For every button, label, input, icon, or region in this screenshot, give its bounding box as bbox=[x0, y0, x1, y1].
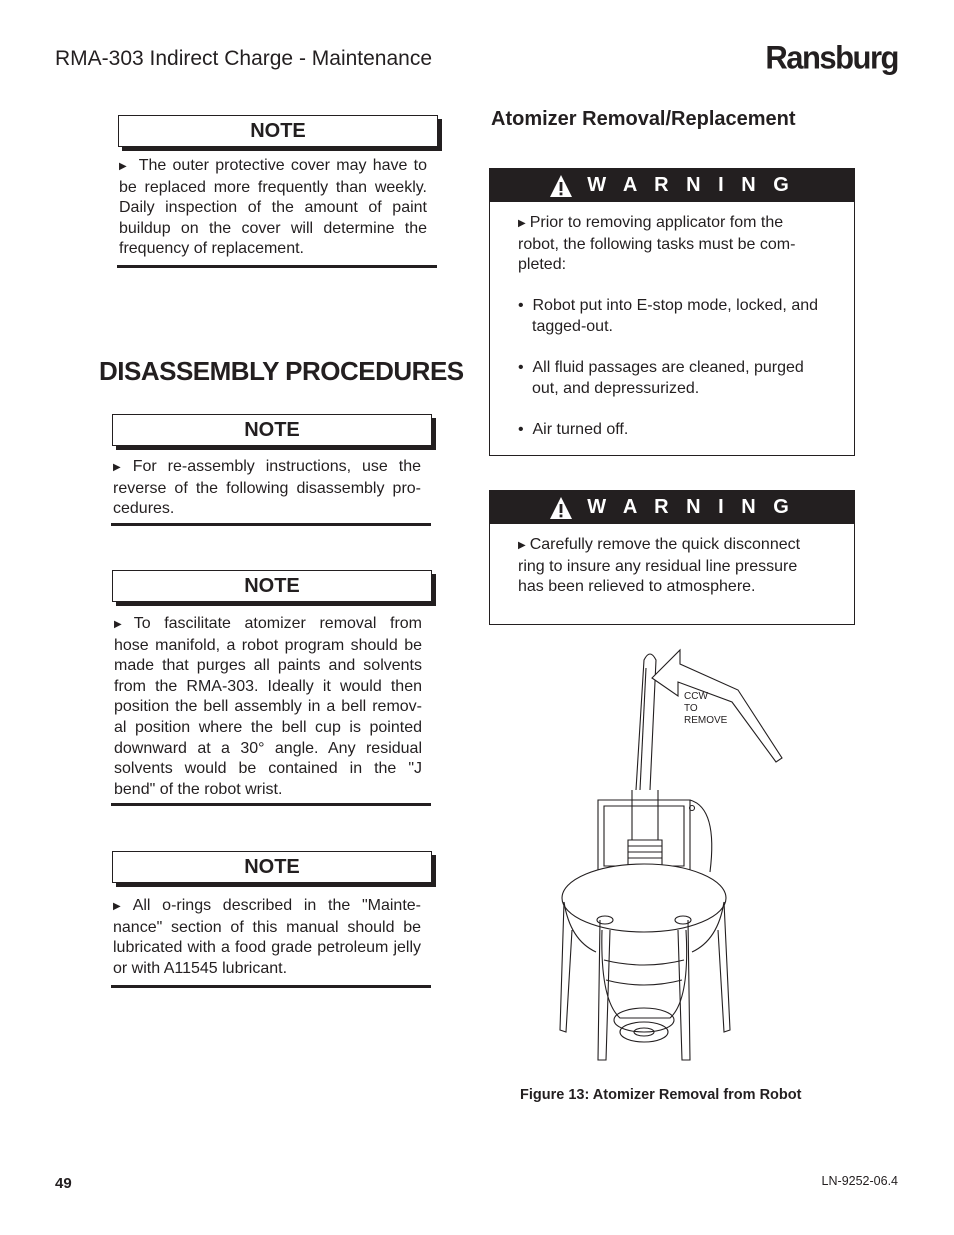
document-number: LN-9252-06.4 bbox=[821, 1174, 898, 1188]
note-body bbox=[113, 896, 421, 979]
warning-box bbox=[489, 490, 855, 625]
brand-logo: Ransburg bbox=[765, 39, 898, 76]
note-text: The outer protective cover may have to be replaced more frequently than weekly. Daily inspection of the amount of paint buildup on the cover will determine the frequency of replacement. bbox=[119, 157, 427, 258]
atomizer-removal-illustration bbox=[540, 640, 800, 1070]
list-item: • Air turned off. bbox=[518, 420, 629, 438]
arrow-icon: ▶ bbox=[114, 619, 122, 630]
note-heading: NOTE bbox=[112, 414, 432, 446]
note-text: To fascilitate atomizer removal from hose manifold, a robot program should be made that purges all paints and solvents from the RMA-303. Ideally it would then position the bell assembly in a bell remov-al position where the bell cup is pointed downward at a 30° angle. Any residual solvents would be contained in the "J bend" of the robot wrist. bbox=[114, 615, 422, 798]
warning-intro: Prior to removing applicator fom the robot, the following tasks must be com-pleted: bbox=[518, 214, 796, 274]
warning-header bbox=[490, 169, 854, 202]
arrow-icon: ▶ bbox=[119, 161, 127, 172]
warning-triangle-icon bbox=[549, 174, 573, 198]
arrow-icon: ▶ bbox=[518, 540, 526, 551]
warning-intro: Carefully remove the quick disconnect ring to insure any residual line pressure has been relieved to atmosphere. bbox=[518, 536, 801, 596]
note-text: All o-rings described in the "Mainte-nance" section of this manual should be lubricated with a food grade petroleum jelly or with A11545 lubricant. bbox=[113, 897, 421, 977]
warning-header bbox=[490, 491, 854, 524]
note-divider bbox=[111, 523, 431, 526]
note-text: For re-assembly instructions, use the reverse of the following disassembly pro-cedures. bbox=[113, 458, 421, 518]
note-divider bbox=[111, 803, 431, 806]
note-divider bbox=[117, 265, 437, 268]
note-divider bbox=[111, 985, 431, 988]
note-body bbox=[119, 156, 427, 260]
callout-text: TO bbox=[684, 703, 698, 714]
subsection-title: Atomizer Removal/Replacement bbox=[491, 108, 796, 130]
arrow-icon: ▶ bbox=[113, 462, 121, 473]
list-item: • All fluid passages are cleaned, purged out, and depressurized. bbox=[518, 359, 804, 397]
callout-text: CCW bbox=[684, 691, 708, 702]
note-heading: NOTE bbox=[112, 851, 432, 883]
warning-body bbox=[490, 202, 854, 441]
note-body bbox=[114, 614, 422, 800]
warning-triangle-icon bbox=[549, 496, 573, 520]
arrow-icon: ▶ bbox=[518, 218, 526, 229]
figure-caption: Figure 13: Atomizer Removal from Robot bbox=[520, 1087, 802, 1103]
note-heading: NOTE bbox=[118, 115, 438, 147]
note-body bbox=[113, 457, 421, 520]
warning-body bbox=[490, 524, 854, 598]
callout-text: REMOVE bbox=[684, 715, 728, 726]
page-number: 49 bbox=[55, 1175, 72, 1192]
warning-label: W A R N I N G bbox=[587, 174, 795, 196]
list-item: • Robot put into E-stop mode, locked, and tagged-out. bbox=[518, 297, 819, 335]
section-title: DISASSEMBLY PROCEDURES bbox=[99, 356, 464, 386]
warning-label: W A R N I N G bbox=[587, 496, 795, 518]
arrow-icon: ▶ bbox=[113, 901, 121, 912]
warning-box bbox=[489, 168, 855, 456]
document-header-title: RMA-303 Indirect Charge - Maintenance bbox=[55, 47, 433, 70]
note-heading: NOTE bbox=[112, 570, 432, 602]
